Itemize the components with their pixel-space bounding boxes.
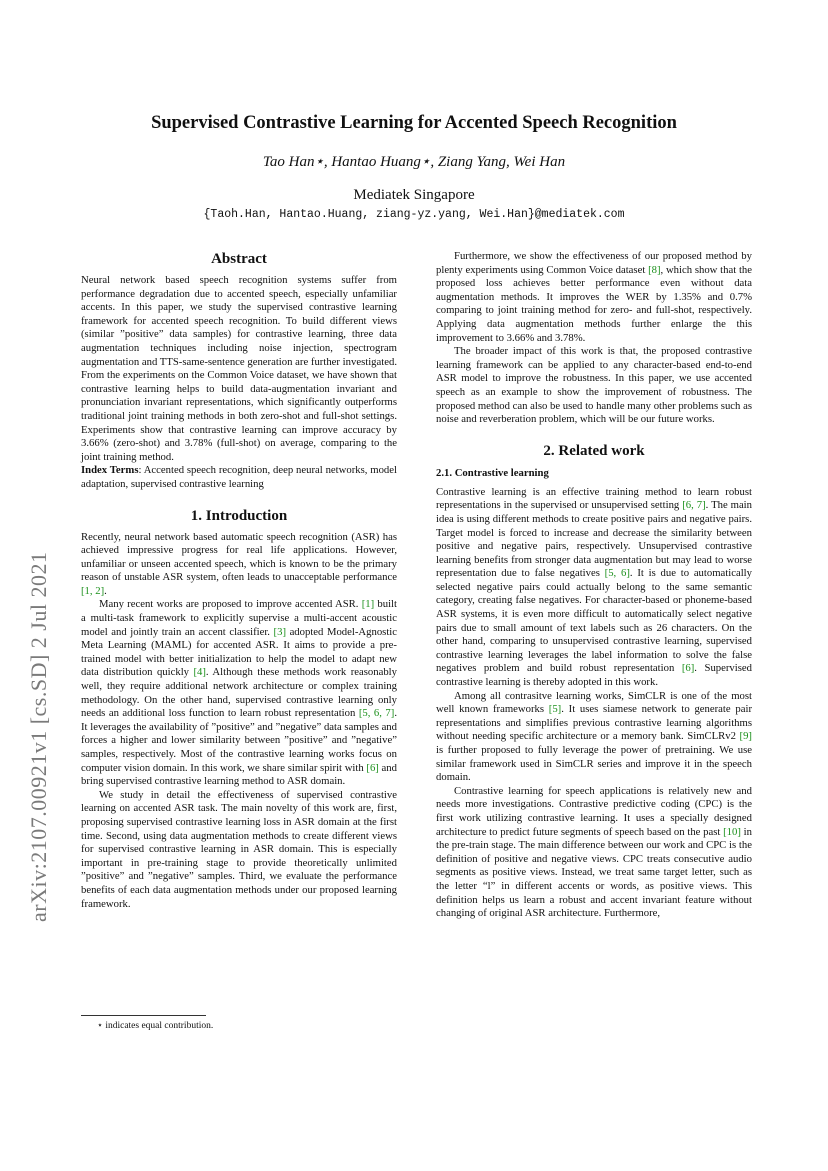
- text-run: in the pre-train stage. The main difference between our work and CPC is the definition of positive and negative views. CPC treats consecutive audio segments as positive views. Instead, we treat same target letter, such as the letter “l” in different accents or words, as positive views. This definition helps us learn a robust and accent invariant feature without changing of original ASR architecture. Furthermore,: [436, 825, 752, 920]
- citation-link[interactable]: [3]: [273, 625, 287, 638]
- citation-link[interactable]: [4]: [193, 666, 206, 679]
- intro-paragraph-1: [81, 531, 397, 599]
- index-terms-label: Index Terms: [81, 464, 139, 477]
- text-run: .: [104, 584, 107, 597]
- citation-link[interactable]: [10]: [723, 825, 741, 838]
- text-run: . It is due to automatically selected negative pairs could actually belong to the same semantic category, creating false negatives. For character-based or phoneme-based ASR systems, it is even more difficult to automatically select negative pairs due to small amount of text labels such as 26 characters. On the other hand, comparing to unsupervised contrastive learning, supervised contrastive learning leverages the label information to solve the false negatives problem and build robust representation: [436, 567, 752, 675]
- citation-link[interactable]: [5]: [548, 703, 562, 716]
- text-run: is further proposed to fully leverage the power of pretraining. We use similar framework used in SimCLR series and improve it in the speech domain.: [436, 744, 752, 784]
- index-terms-text: : Accented speech recognition, deep neural networks, model adaptation, supervised contrastive learning: [81, 464, 397, 490]
- text-run: . Supervised contrastive learning is thereby adopted in this work.: [436, 662, 752, 689]
- paper-title: Supervised Contrastive Learning for Accented Speech Recognition: [151, 113, 677, 133]
- text-run: , which show that the proposed loss achieves better performance even without data augmentation methods. It improves the WER by 1.35% and 0.7% comparing to joint training method for zero- and full-shot, respectively. Applying data augmentation methods further enlarge the this improvement to 3.66% and 3.78%.: [436, 263, 752, 344]
- citation-link[interactable]: [1]: [361, 598, 375, 611]
- related-paragraph-1: [436, 486, 752, 690]
- text-run: . It uses siamese network to generate pair representations and simplifies previous contrastive learning algorithms without needing specific architecture or a memory bank. SimCLRv2: [436, 703, 752, 743]
- text-run: . Although these methods work reasonably well, they require additional network architecture or complex training methodology. On the other hand, supervised contrastive learning only needs an additional loss function to learn robust representation: [81, 666, 397, 720]
- arxiv-identifier: arXiv:2107.00921v1 [cs.SD] 2 Jul 2021: [26, 551, 51, 922]
- footnote-divider: [81, 1015, 206, 1016]
- related-paragraph-3: [436, 785, 752, 921]
- citation-link[interactable]: [6]: [681, 662, 695, 675]
- citation-link[interactable]: [5, 6]: [604, 567, 630, 580]
- intro-paragraph-3: We study in detail the effectiveness of supervised contrastive learning on accented ASR task. The main novelty of this work are, first, proposing supervised contrastive learning loss in ASR domain at the first time. Second, using data augmentation methods to create different views for supervised contrastive learning in ASR domain. This is especially important in pre-training stage to provide theoretically unlimited ”positive” and ”negative” samples. Third, we evaluate the performance benefits of each data augmentation methods under our proposed learning framework.: [81, 788, 397, 910]
- intro-heading: 1. Introduction: [190, 507, 288, 524]
- footnote: ⋆ indicates equal contribution.: [97, 1021, 214, 1031]
- text-run: Recently, neural network based automatic speech recognition (ASR) has achieved impressive progress for real life applications. However, unfamiliar or unseen accented speech, which is known to be the primary reason of unstable ASR system, often leads to unacceptable performance: [81, 530, 397, 584]
- intro-paragraph-4: [436, 250, 752, 345]
- right-column: [436, 250, 752, 921]
- citation-link[interactable]: [6]: [366, 761, 379, 774]
- text-run: Among all contrasitve learning works, SimCLR is one of the most well known frameworks: [436, 689, 752, 716]
- citation-link[interactable]: [8]: [648, 263, 661, 276]
- paper-authors: Tao Han⋆, Hantao Huang⋆, Ziang Yang, Wei Han: [262, 154, 566, 170]
- paper-affiliation: Mediatek Singapore: [353, 187, 475, 203]
- related-work-heading: 2. Related work: [543, 442, 645, 459]
- paper-emails: {Taoh.Han, Hantao.Huang, ziang-yz.yang, Wei.Han}@mediatek.com: [203, 208, 625, 221]
- intro-paragraph-5: The broader impact of this work is that, the proposed contrastive learning framework can be applied to any character-based end-to-end ASR model to improve the robustness. In this paper, we use accented speech as an example to show the improvement of robustness. The proposed method can also be used to handle many other problems such as noise and reverberation problem, which will be our future works.: [436, 345, 752, 426]
- intro-paragraph-2: [81, 598, 397, 788]
- text-run: Furthermore, we show the effectiveness of our proposed method by plenty experiments using Common Voice dataset: [436, 250, 752, 276]
- abstract-heading: Abstract: [211, 251, 267, 267]
- left-column: [81, 250, 397, 911]
- contrastive-learning-subheading: 2.1. Contrastive learning: [436, 466, 549, 479]
- citation-link[interactable]: [1, 2]: [81, 584, 105, 597]
- citation-link[interactable]: [9]: [739, 730, 752, 743]
- index-terms: [81, 464, 397, 491]
- abstract-text: Neural network based speech recognition systems suffer from performance degradation due to accented speech, especially unfamiliar accents. In this paper, we study the supervised contrastive learning framework for accented speech recognition. To build different views (similar ”positive” data samples) for contrastive learning, three data augmentation techniques including noise injection, spectrogram augmentation and TTS-same-sentence generation are further investigated. From the experiments on the Common Voice dataset, we have shown that contrastive learning helps to build data-augmentation invariant and pronunciation invariant representations, which significantly outperforms traditional joint training methods in both zero-shot and full-shot settings. Experiments show that contrastive learning can improve accuracy by 3.66% (zero-shot) and 3.78% (full-shot) on average, comparing to the joint training method.: [81, 274, 397, 463]
- text-run: Contrastive learning for speech applications is relatively new and needs more investigations. Contrastive predictive coding (CPC) is the first work utilizing contrastive learning. It uses a specially designed architecture to predict future segments of speech based on the past: [436, 784, 752, 838]
- text-run: . The main idea is using different methods to create positive pairs and negative pairs. Target model is forced to increase and decrease the similarity between positive and negative pairs, respectively. Unsupervised contrastive learning benefits from stronger data augmentation but may lead to worse representation due to false negatives: [436, 499, 752, 580]
- text-run: Many recent works are proposed to improve accented ASR.: [99, 598, 362, 611]
- text-run: and bring supervised contrastive learning method to ASR domain.: [81, 761, 397, 788]
- citation-link[interactable]: [5, 6, 7]: [358, 707, 395, 720]
- text-run: . It leverages the availability of ”positive” and ”negative” data samples and forces a higher and lower similarity between ”positive” and ”negative” samples, respectively. Most of the contrastive learning works focus on computer vision domain. In this work, we share similar spirit with: [81, 707, 397, 774]
- text-run: adopted Model-Agnostic Meta Learning (MAML) for accented ASR. It aims to provide a pre-trained model with better initialization to help the model to adapt new data distribution quickly: [81, 625, 398, 679]
- citation-link[interactable]: [6, 7]: [682, 499, 706, 512]
- text-run: Contrastive learning is an effective training method to learn robust representations in the supervised or unsupervised setting: [436, 485, 752, 512]
- text-run: built a multi-task framework to explicitly supervise a multi-accent acoustic model and jointly train an accent classifier.: [81, 598, 397, 638]
- related-paragraph-2: [436, 690, 752, 785]
